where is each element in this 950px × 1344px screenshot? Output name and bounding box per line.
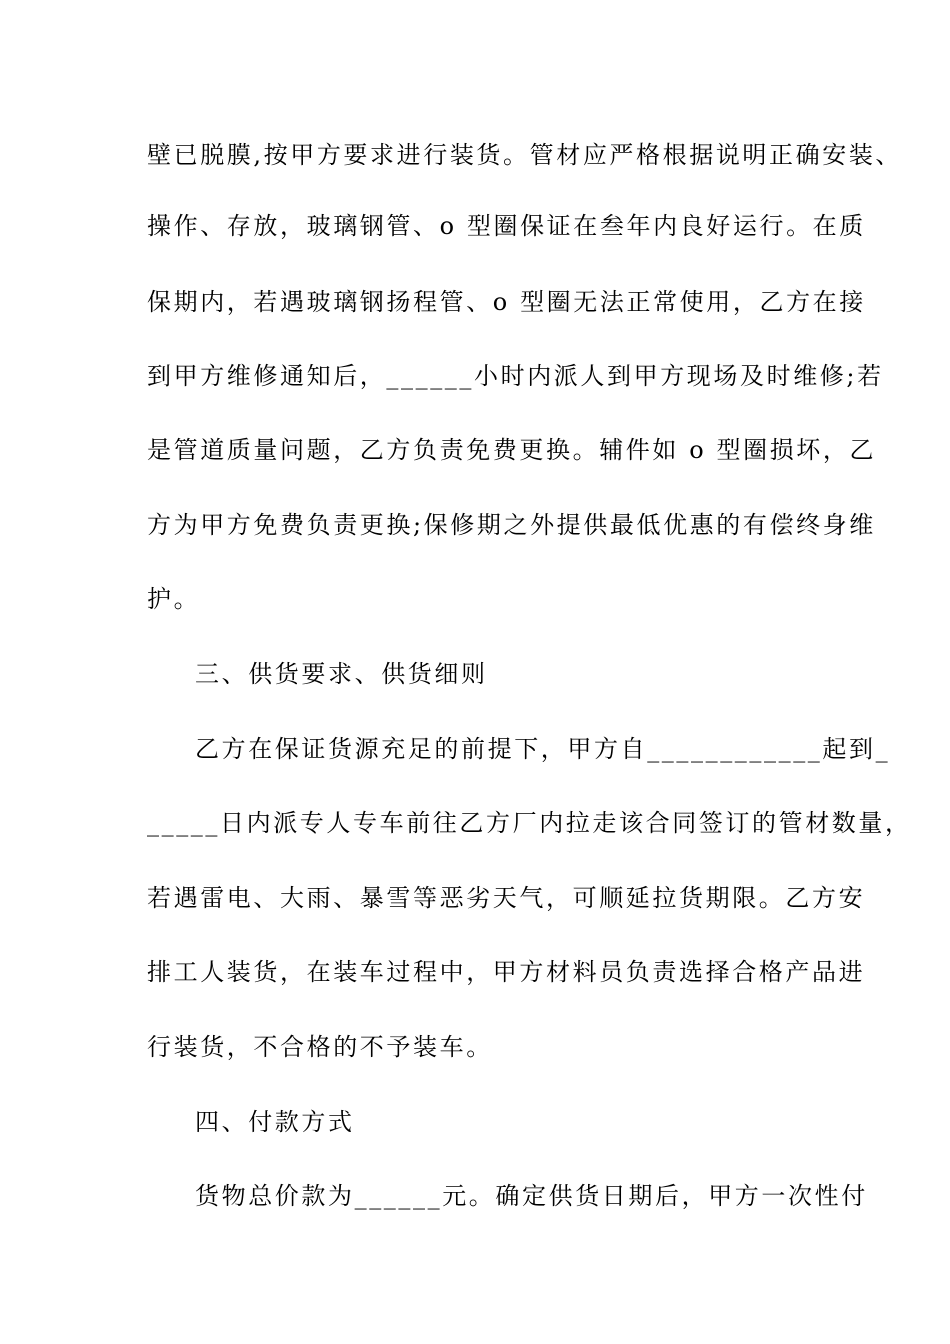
section-heading: 三、供货要求、供货细则: [195, 660, 488, 688]
text-line: 方为甲方免费负责更换;保修期之外提供最低优惠的有偿终身维: [147, 511, 876, 539]
text-line: 货物总价款为______元。确定供货日期后，甲方一次性付: [195, 1182, 868, 1210]
text-line: 行装货，不合格的不予装车。: [147, 1033, 493, 1061]
text-line: 若遇雷电、大雨、暴雪等恶劣天气，可顺延拉货期限。乙方安: [147, 884, 866, 912]
section-heading: 四、付款方式: [195, 1108, 355, 1136]
text-line: 到甲方维修通知后，______小时内派人到甲方现场及时维修;若: [147, 362, 884, 390]
text-line: 壁已脱膜,按甲方要求进行装货。管材应严格根据说明正确安装、: [147, 141, 903, 169]
text-line: _____日内派专人专车前往乙方厂内拉走该合同签订的管材数量，: [147, 809, 912, 837]
text-line: 保期内，若遇玻璃钢扬程管、o 型圈无法正常使用，乙方在接: [147, 288, 866, 316]
text-line: 操作、存放，玻璃钢管、o 型圈保证在叁年内良好运行。在质: [147, 212, 866, 240]
text-line: 护。: [147, 585, 201, 613]
text-line: 是管道质量问题，乙方负责免费更换。辅件如 o 型圈损坏，乙: [147, 436, 877, 464]
text-line: 乙方在保证货源充足的前提下，甲方自____________起到_: [195, 735, 891, 763]
text-line: 排工人装货，在装车过程中，甲方材料员负责选择合格产品进: [147, 958, 866, 986]
